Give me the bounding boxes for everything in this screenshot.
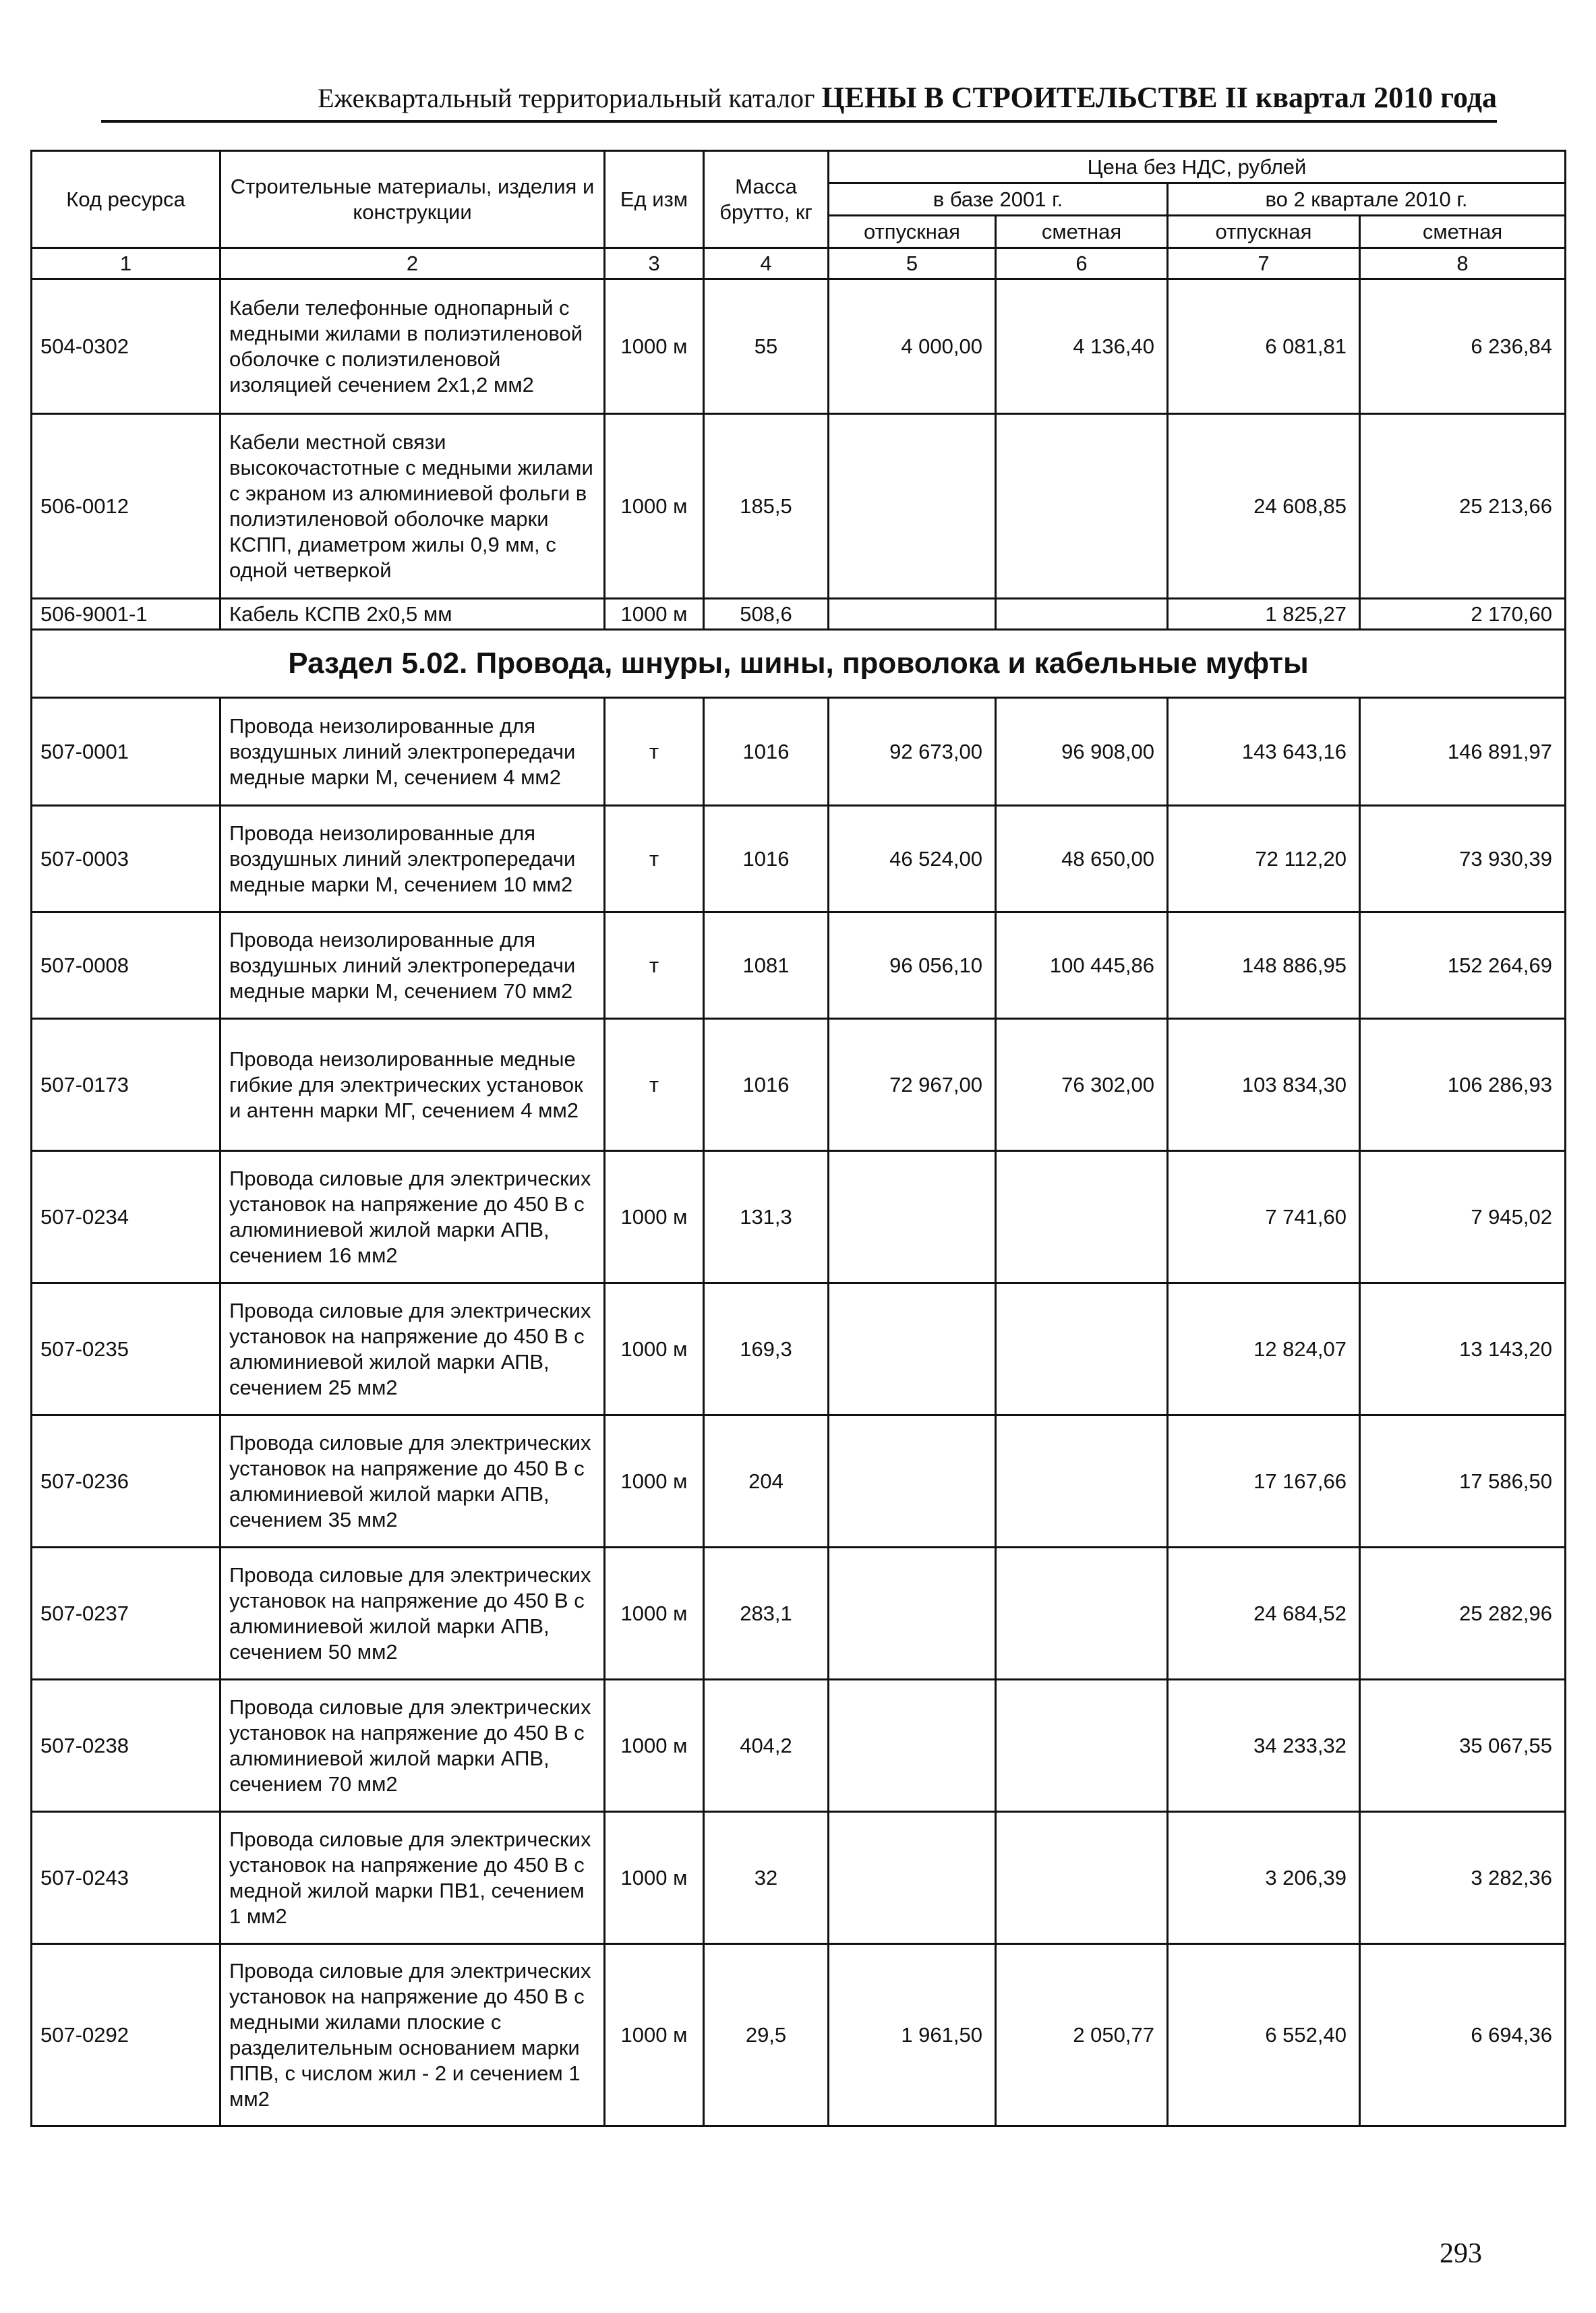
cell-mass: 185,5 [704,414,829,599]
col-header-base2001: в базе 2001 г. [829,183,1168,216]
cell-price-current-smet: 146 891,97 [1360,698,1566,806]
catalog-title-prefix: Ежеквартальный территориальный каталог [318,83,815,113]
cell-price-base-otp: 92 673,00 [829,698,996,806]
cell-code: 506-9001-1 [32,599,220,630]
cell-price-current-smet: 106 286,93 [1360,1019,1566,1151]
cell-unit: 1000 м [605,414,704,599]
cell-code: 507-0237 [32,1548,220,1680]
cell-price-current-smet: 6 694,36 [1360,1944,1566,2126]
cell-price-base-smet: 76 302,00 [996,1019,1168,1151]
cell-price-base-smet [996,1283,1168,1415]
cell-price-base-otp: 4 000,00 [829,279,996,414]
cell-name: Провода силовые для электрических установок на напряжение до 450 В с алюминиевой жилой марки АПВ, сечением 70 мм2 [220,1680,605,1812]
cell-mass: 1016 [704,806,829,912]
cell-price-base-otp: 72 967,00 [829,1019,996,1151]
cell-price-base-smet [996,599,1168,630]
section-title: Раздел 5.02. Провода, шнуры, шины, проволока и кабельные муфты [32,630,1566,698]
cell-unit: 1000 м [605,1812,704,1944]
cell-code: 507-0235 [32,1283,220,1415]
catalog-title [318,80,1497,115]
cell-price-current-otp: 72 112,20 [1168,806,1360,912]
cell-unit: 1000 м [605,599,704,630]
cell-code: 507-0292 [32,1944,220,2126]
table-row [32,599,1566,630]
cell-price-base-smet: 4 136,40 [996,279,1168,414]
cell-price-base-smet: 48 650,00 [996,806,1168,912]
table-row [32,1283,1566,1415]
cell-code: 504-0302 [32,279,220,414]
col-header-otpusknaya-2001: отпускная [829,216,996,248]
cell-price-base-smet: 2 050,77 [996,1944,1168,2126]
col-number: 5 [829,248,996,279]
section-row [32,630,1566,698]
col-header-smetnaya-2001: сметная [996,216,1168,248]
table-row [32,414,1566,599]
cell-unit: т [605,698,704,806]
cell-name: Провода силовые для электрических установок на напряжение до 450 В с алюминиевой жилой марки АПВ, сечением 16 мм2 [220,1151,605,1283]
cell-name: Кабели местной связи высокочастотные с медными жилами с экраном из алюминиевой фольги в полиэтиленовой оболочке марки КСПП, диаметром жилы 0,9 мм, с одной четверкой [220,414,605,599]
cell-name: Провода силовые для электрических установок на напряжение до 450 В с алюминиевой жилой марки АПВ, сечением 25 мм2 [220,1283,605,1415]
cell-price-base-otp [829,1680,996,1812]
cell-code: 507-0243 [32,1812,220,1944]
cell-price-current-otp: 7 741,60 [1168,1151,1360,1283]
col-header-otpusknaya-2010: отпускная [1168,216,1360,248]
catalog-title-bold: ЦЕНЫ В СТРОИТЕЛЬСТВЕ II квартал 2010 года [821,81,1497,114]
cell-price-current-otp: 148 886,95 [1168,912,1360,1019]
cell-price-base-otp [829,1415,996,1548]
table-row [32,1019,1566,1151]
table-row [32,279,1566,414]
cell-unit: 1000 м [605,1151,704,1283]
cell-price-current-otp: 24 684,52 [1168,1548,1360,1680]
col-header-name: Строительные материалы, изделия и конструкции [220,151,605,248]
col-header-price-group: Цена без НДС, рублей [829,151,1566,183]
cell-mass: 32 [704,1812,829,1944]
table-row [32,1151,1566,1283]
table-row [32,806,1566,912]
cell-price-base-smet [996,414,1168,599]
cell-price-current-smet: 7 945,02 [1360,1151,1566,1283]
cell-code: 507-0001 [32,698,220,806]
cell-name: Провода неизолированные для воздушных линий электропередачи медные марки М, сечением 10 мм2 [220,806,605,912]
cell-price-current-smet: 3 282,36 [1360,1812,1566,1944]
cell-price-base-smet [996,1151,1168,1283]
cell-name: Провода силовые для электрических установок на напряжение до 450 В с алюминиевой жилой марки АПВ, сечением 35 мм2 [220,1415,605,1548]
cell-mass: 131,3 [704,1151,829,1283]
col-header-mass: Масса брутто, кг [704,151,829,248]
cell-code: 507-0238 [32,1680,220,1812]
cell-mass: 55 [704,279,829,414]
cell-price-base-otp [829,1283,996,1415]
cell-price-current-otp: 103 834,30 [1168,1019,1360,1151]
price-table [30,150,1566,2127]
cell-price-base-otp [829,1151,996,1283]
cell-mass: 29,5 [704,1944,829,2126]
cell-price-base-otp [829,1548,996,1680]
cell-price-base-smet [996,1415,1168,1548]
table-row [32,1944,1566,2126]
cell-price-current-smet: 25 282,96 [1360,1548,1566,1680]
cell-code: 507-0234 [32,1151,220,1283]
col-number: 2 [220,248,605,279]
col-number: 6 [996,248,1168,279]
cell-price-base-smet: 100 445,86 [996,912,1168,1019]
table-row [32,698,1566,806]
col-header-unit: Ед изм [605,151,704,248]
cell-mass: 1016 [704,698,829,806]
cell-name: Провода силовые для электрических установок на напряжение до 450 В с медной жилой марки ПВ1, сечением 1 мм2 [220,1812,605,1944]
cell-code: 507-0008 [32,912,220,1019]
cell-unit: т [605,912,704,1019]
cell-name: Провода неизолированные для воздушных линий электропередачи медные марки М, сечением 4 мм2 [220,698,605,806]
col-number: 3 [605,248,704,279]
cell-unit: 1000 м [605,1680,704,1812]
table-row [32,1680,1566,1812]
cell-unit: 1000 м [605,1415,704,1548]
cell-name: Провода неизолированные медные гибкие для электрических установок и антенн марки МГ, сечением 4 мм2 [220,1019,605,1151]
cell-price-current-smet: 35 067,55 [1360,1680,1566,1812]
cell-mass: 404,2 [704,1680,829,1812]
cell-name: Провода неизолированные для воздушных линий электропередачи медные марки М, сечением 70 мм2 [220,912,605,1019]
cell-unit: 1000 м [605,1283,704,1415]
cell-price-current-smet: 25 213,66 [1360,414,1566,599]
cell-price-current-smet: 152 264,69 [1360,912,1566,1019]
table-row [32,1415,1566,1548]
cell-price-current-smet: 6 236,84 [1360,279,1566,414]
cell-price-base-smet [996,1812,1168,1944]
table-row [32,1812,1566,1944]
cell-code: 507-0003 [32,806,220,912]
page-number: 293 [1440,2238,1482,2269]
cell-price-base-otp [829,1812,996,1944]
cell-price-current-otp: 17 167,66 [1168,1415,1360,1548]
col-number: 7 [1168,248,1360,279]
cell-price-base-otp: 1 961,50 [829,1944,996,2126]
cell-mass: 508,6 [704,599,829,630]
cell-price-base-smet: 96 908,00 [996,698,1168,806]
cell-name: Кабели телефонные однопарный с медными жилами в полиэтиленовой оболочке с полиэтиленовой изоляцией сечением 2х1,2 мм2 [220,279,605,414]
cell-price-current-smet: 73 930,39 [1360,806,1566,912]
cell-price-current-smet: 2 170,60 [1360,599,1566,630]
cell-price-current-otp: 3 206,39 [1168,1812,1360,1944]
cell-mass: 1016 [704,1019,829,1151]
cell-name: Кабель КСПВ 2х0,5 мм [220,599,605,630]
cell-price-base-otp [829,414,996,599]
table-row [32,912,1566,1019]
cell-price-current-otp: 1 825,27 [1168,599,1360,630]
col-number: 1 [32,248,220,279]
cell-unit: 1000 м [605,1548,704,1680]
cell-price-base-smet [996,1680,1168,1812]
cell-price-base-otp [829,599,996,630]
cell-price-current-otp: 6 552,40 [1168,1944,1360,2126]
cell-code: 506-0012 [32,414,220,599]
cell-code: 507-0236 [32,1415,220,1548]
page-header [101,76,1497,123]
table-row [32,1548,1566,1680]
cell-unit: т [605,1019,704,1151]
cell-mass: 169,3 [704,1283,829,1415]
cell-price-current-smet: 13 143,20 [1360,1283,1566,1415]
cell-mass: 1081 [704,912,829,1019]
col-header-q2-2010: во 2 квартале 2010 г. [1168,183,1566,216]
cell-price-base-smet [996,1548,1168,1680]
cell-name: Провода силовые для электрических установок на напряжение до 450 В с медными жилами плоские с разделительным основанием марки ППВ, с числом жил - 2 и сечением 1 мм2 [220,1944,605,2126]
cell-price-base-otp: 96 056,10 [829,912,996,1019]
cell-price-current-otp: 143 643,16 [1168,698,1360,806]
cell-price-current-smet: 17 586,50 [1360,1415,1566,1548]
cell-mass: 283,1 [704,1548,829,1680]
col-number: 8 [1360,248,1566,279]
cell-price-current-otp: 24 608,85 [1168,414,1360,599]
cell-price-base-otp: 46 524,00 [829,806,996,912]
cell-unit: 1000 м [605,279,704,414]
col-header-smetnaya-2010: сметная [1360,216,1566,248]
cell-price-current-otp: 12 824,07 [1168,1283,1360,1415]
col-header-code: Код ресурса [32,151,220,248]
cell-mass: 204 [704,1415,829,1548]
col-number: 4 [704,248,829,279]
cell-price-current-otp: 34 233,32 [1168,1680,1360,1812]
cell-unit: 1000 м [605,1944,704,2126]
cell-name: Провода силовые для электрических установок на напряжение до 450 В с алюминиевой жилой марки АПВ, сечением 50 мм2 [220,1548,605,1680]
cell-price-current-otp: 6 081,81 [1168,279,1360,414]
cell-code: 507-0173 [32,1019,220,1151]
cell-unit: т [605,806,704,912]
